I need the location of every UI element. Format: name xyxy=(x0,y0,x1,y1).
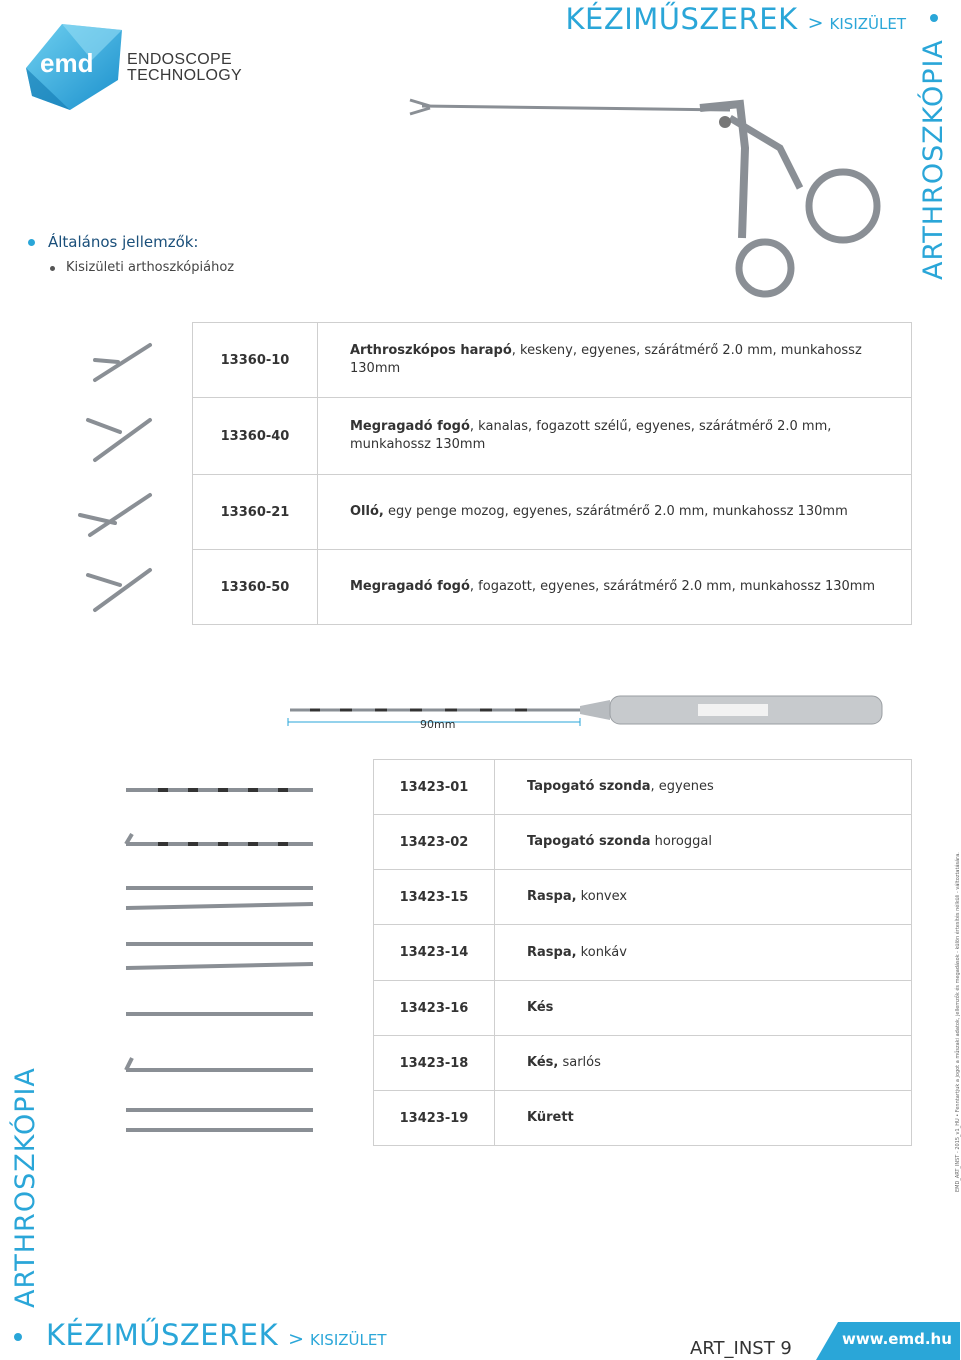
footer-title xyxy=(46,1318,387,1352)
probe-illustration xyxy=(280,690,900,740)
feature-item xyxy=(50,260,234,275)
bullet-icon xyxy=(28,239,35,246)
item-code: 13360-50 xyxy=(193,550,318,625)
table-row xyxy=(193,398,912,475)
footer-dot xyxy=(14,1333,22,1341)
footer-title-sub: KISIZÜLET xyxy=(310,1331,387,1349)
item-detail: , kanalas, fogazott szélű, egyenes, szárátmérő 2.0 mm, munkahossz 130mm xyxy=(350,419,832,452)
side-label-bottom: ARTHROSZKÓPIA xyxy=(10,1067,41,1308)
table-row xyxy=(374,815,912,870)
footer-title-main: KÉZIMŰSZEREK xyxy=(46,1318,279,1352)
table-row xyxy=(374,925,912,981)
title-dot xyxy=(930,14,938,22)
table-row xyxy=(193,475,912,550)
item-name: Tapogató szonda xyxy=(527,834,651,849)
website-link[interactable]: www.emd.hu xyxy=(842,1330,952,1348)
features-heading: Általános jellemzők: xyxy=(48,233,199,251)
table-row xyxy=(193,323,912,398)
page-title xyxy=(566,2,907,36)
item-name: Olló, xyxy=(350,504,384,519)
footer-title-separator: > xyxy=(288,1328,305,1350)
item-description xyxy=(495,981,912,1036)
item-code: 13423-16 xyxy=(374,981,495,1036)
item-description xyxy=(318,550,912,625)
item-code: 13423-02 xyxy=(374,815,495,870)
item-detail: horoggal xyxy=(650,834,712,849)
table-row xyxy=(374,1091,912,1146)
forceps-illustration xyxy=(400,88,900,298)
item-code: 13360-21 xyxy=(193,475,318,550)
brand-logo xyxy=(22,20,132,112)
item-name: Raspa, xyxy=(527,889,577,904)
title-separator: > xyxy=(807,12,824,34)
item-code: 13423-18 xyxy=(374,1036,495,1091)
item-detail: , fogazott, egyenes, szárátmérő 2.0 mm, munkahossz 130mm xyxy=(469,579,876,594)
item-name: Tapogató szonda xyxy=(527,779,651,794)
item-name: Megragadó fogó xyxy=(350,419,470,434)
bullet-icon xyxy=(50,266,55,271)
item-code: 13423-19 xyxy=(374,1091,495,1146)
page-number: ART_INST 9 xyxy=(690,1338,792,1359)
features-heading-row xyxy=(28,233,234,251)
item-description xyxy=(495,925,912,981)
item-description xyxy=(495,1091,912,1146)
item-name: Kés xyxy=(527,1000,554,1015)
title-main: KÉZIMŰSZEREK xyxy=(565,2,798,36)
table-row xyxy=(374,981,912,1036)
item-detail: , keskeny, egyenes, szárátmérő 2.0 mm, munkahossz 130mm xyxy=(350,343,862,376)
item-code: 13423-15 xyxy=(374,870,495,925)
disclaimer: EMD_ART_INST - 2015_v1_HU • Fenntartjuk a jogot a műszaki adatok, jellemzők és megadások - külön értesítés nélküli - változtatására. xyxy=(955,852,961,1192)
svg-text:emd: emd xyxy=(40,48,94,78)
item-code: 13423-14 xyxy=(374,925,495,981)
item-detail: sarlós xyxy=(558,1055,601,1070)
item-detail: konvex xyxy=(576,889,628,904)
probe-dimension: 90mm xyxy=(420,718,456,731)
item-name: Kürett xyxy=(527,1110,574,1125)
item-description xyxy=(318,475,912,550)
instrument-table-1 xyxy=(192,322,912,625)
brand-line-1: ENDOSCOPE xyxy=(127,51,232,68)
item-name: Kés, xyxy=(527,1055,559,1070)
item-detail: konkáv xyxy=(576,944,627,960)
item-description xyxy=(495,815,912,870)
table-row xyxy=(193,550,912,625)
table-row xyxy=(374,1036,912,1091)
item-detail: egy penge mozog, egyenes, szárátmérő 2.0 mm, munkahossz 130mm xyxy=(383,504,848,519)
title-sub: KISIZÜLET xyxy=(829,15,906,33)
item-description xyxy=(495,870,912,925)
item-description xyxy=(318,398,912,475)
item-name: Arthroszkópos harapó xyxy=(350,343,512,358)
item-description xyxy=(495,760,912,815)
brand-name xyxy=(127,52,242,84)
item-name: Megragadó fogó xyxy=(350,579,470,594)
table-row xyxy=(374,870,912,925)
item-description xyxy=(495,1036,912,1091)
item-name: Raspa, xyxy=(527,944,577,960)
item-code: 13360-10 xyxy=(193,323,318,398)
item-code: 13423-01 xyxy=(374,760,495,815)
item-description xyxy=(318,323,912,398)
tip-thumbnails-1 xyxy=(70,320,180,630)
side-label-top: ARTHROSZKÓPIA xyxy=(918,39,949,280)
item-code: 13360-40 xyxy=(193,398,318,475)
feature-item-text: Kisizületi arthoszkópiához xyxy=(66,260,235,275)
item-detail: , egyenes xyxy=(650,779,714,794)
table-row xyxy=(374,760,912,815)
features xyxy=(28,233,234,275)
instrument-table-2 xyxy=(373,759,912,1146)
brand-line-2: TECHNOLOGY xyxy=(127,67,243,84)
tip-thumbnails-2 xyxy=(118,770,318,1140)
